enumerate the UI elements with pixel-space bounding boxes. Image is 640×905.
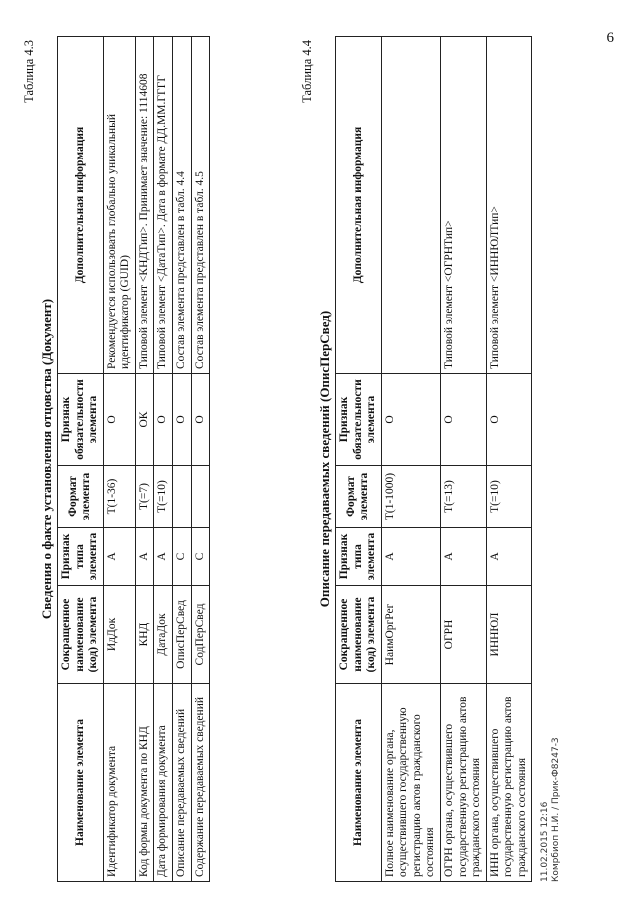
- table-row: [154, 37, 173, 882]
- table-cell: Состав элемента представлен в табл. 4.4: [172, 37, 191, 374]
- table-row: [486, 37, 532, 882]
- table-caption: Таблица 4.4: [300, 40, 314, 103]
- table-caption: Таблица 4.3: [22, 40, 36, 103]
- column-header: Признак типа элемента: [58, 528, 104, 586]
- column-header: Формат элемента: [336, 466, 382, 528]
- table-cell: А: [381, 528, 440, 586]
- table-cell: ОГРН: [440, 586, 486, 684]
- table-cell: С: [191, 528, 210, 586]
- table-row: [135, 37, 154, 882]
- table-cell: Код формы документа по КНД: [135, 684, 154, 882]
- table-cell: Состав элемента представлен в табл. 4.5: [191, 37, 210, 374]
- table-header-row: [58, 37, 104, 882]
- table-cell: T(1-36): [103, 466, 135, 528]
- table-cell: Типовой элемент <ИННЮЛТип>: [486, 37, 532, 374]
- table-cell: ИдДок: [103, 586, 135, 684]
- table-cell: T(=7): [135, 466, 154, 528]
- table-cell: С: [172, 528, 191, 586]
- table-cell: T(1-1000): [381, 466, 440, 528]
- table-cell: НаимОргРег: [381, 586, 440, 684]
- table-cell: СодПерСвед: [191, 586, 210, 684]
- table-cell: Полное наименование органа, осуществившего государственную регистрацию актов гражданского состояния: [381, 684, 440, 882]
- footer-reference: Комрбиоп Н.И. / Прик-Ф8247-3: [551, 737, 562, 882]
- table-cell: О: [191, 374, 210, 466]
- column-header: Наименование элемента: [336, 684, 382, 882]
- table-title: Описание передаваемых сведений (ОписПерСвед): [317, 310, 332, 608]
- table-cell: А: [103, 528, 135, 586]
- table-row: [440, 37, 486, 882]
- table-cell: Описание передаваемых сведений: [172, 684, 191, 882]
- table-cell: ОписПерСвед: [172, 586, 191, 684]
- table-cell: Идентификатор документа: [103, 684, 135, 882]
- column-header: Формат элемента: [58, 466, 104, 528]
- table-cell: О: [154, 374, 173, 466]
- table-4-4: [335, 36, 532, 882]
- column-header: Признак типа элемента: [336, 528, 382, 586]
- table-cell: T(=10): [486, 466, 532, 528]
- table-cell: О: [103, 374, 135, 466]
- table-cell: О: [486, 374, 532, 466]
- column-header: Признак обязательности элемента: [336, 374, 382, 466]
- table-cell: О: [172, 374, 191, 466]
- table-cell: ДатаДок: [154, 586, 173, 684]
- table-cell: Содержание передаваемых сведений: [191, 684, 210, 882]
- table-4-3-block: [22, 36, 210, 882]
- table-row: [172, 37, 191, 882]
- table-cell: T(=13): [440, 466, 486, 528]
- table-row: [103, 37, 135, 882]
- table-cell: ОГРН органа, осуществившего государственную регистрацию актов гражданского состояния: [440, 684, 486, 882]
- table-cell: О: [440, 374, 486, 466]
- table-cell: ИННЮЛ: [486, 586, 532, 684]
- column-header: Наименование элемента: [58, 684, 104, 882]
- table-row: [191, 37, 210, 882]
- column-header: Сокращенное наименование (код) элемента: [336, 586, 382, 684]
- table-cell: [172, 466, 191, 528]
- table-cell: А: [154, 528, 173, 586]
- table-cell: ИНН органа, осуществившего государственную регистрацию актов гражданского состояния: [486, 684, 532, 882]
- table-cell: T(=10): [154, 466, 173, 528]
- table-row: [381, 37, 440, 882]
- table-header-row: [336, 37, 382, 882]
- table-cell: А: [486, 528, 532, 586]
- table-cell: ОК: [135, 374, 154, 466]
- table-cell: О: [381, 374, 440, 466]
- column-header: Дополнительная информация: [336, 37, 382, 374]
- table-cell: А: [135, 528, 154, 586]
- column-header: Сокращенное наименование (код) элемента: [58, 586, 104, 684]
- footer-timestamp: 11.02.2015 12:16: [540, 801, 550, 882]
- column-header: Признак обязательности элемента: [58, 374, 104, 466]
- rotated-page-content: [22, 22, 582, 882]
- table-cell: КНД: [135, 586, 154, 684]
- table-cell: [191, 466, 210, 528]
- page-number: 6: [606, 30, 614, 46]
- table-cell: Типовой элемент <ДатаТип>. Дата в формате ДД.ММ.ГГГГ: [154, 37, 173, 374]
- table-cell: Дата формирования документа: [154, 684, 173, 882]
- document-footer: [540, 737, 563, 882]
- table-title: Сведения о факте установления отцовства (Документ): [39, 298, 54, 620]
- table-cell: Типовой элемент <КНДТип>. Принимает значение: 1114608: [135, 37, 154, 374]
- table-cell: Типовой элемент <ОГРНТип>: [440, 37, 486, 374]
- table-cell: Рекомендуется использовать глобально уникальный идентификатор (GUID): [103, 37, 135, 374]
- table-4-4-block: [300, 36, 532, 882]
- table-cell: А: [440, 528, 486, 586]
- column-header: Дополнительная информация: [58, 37, 104, 374]
- table-cell: [381, 37, 440, 374]
- table-4-3: [57, 36, 210, 882]
